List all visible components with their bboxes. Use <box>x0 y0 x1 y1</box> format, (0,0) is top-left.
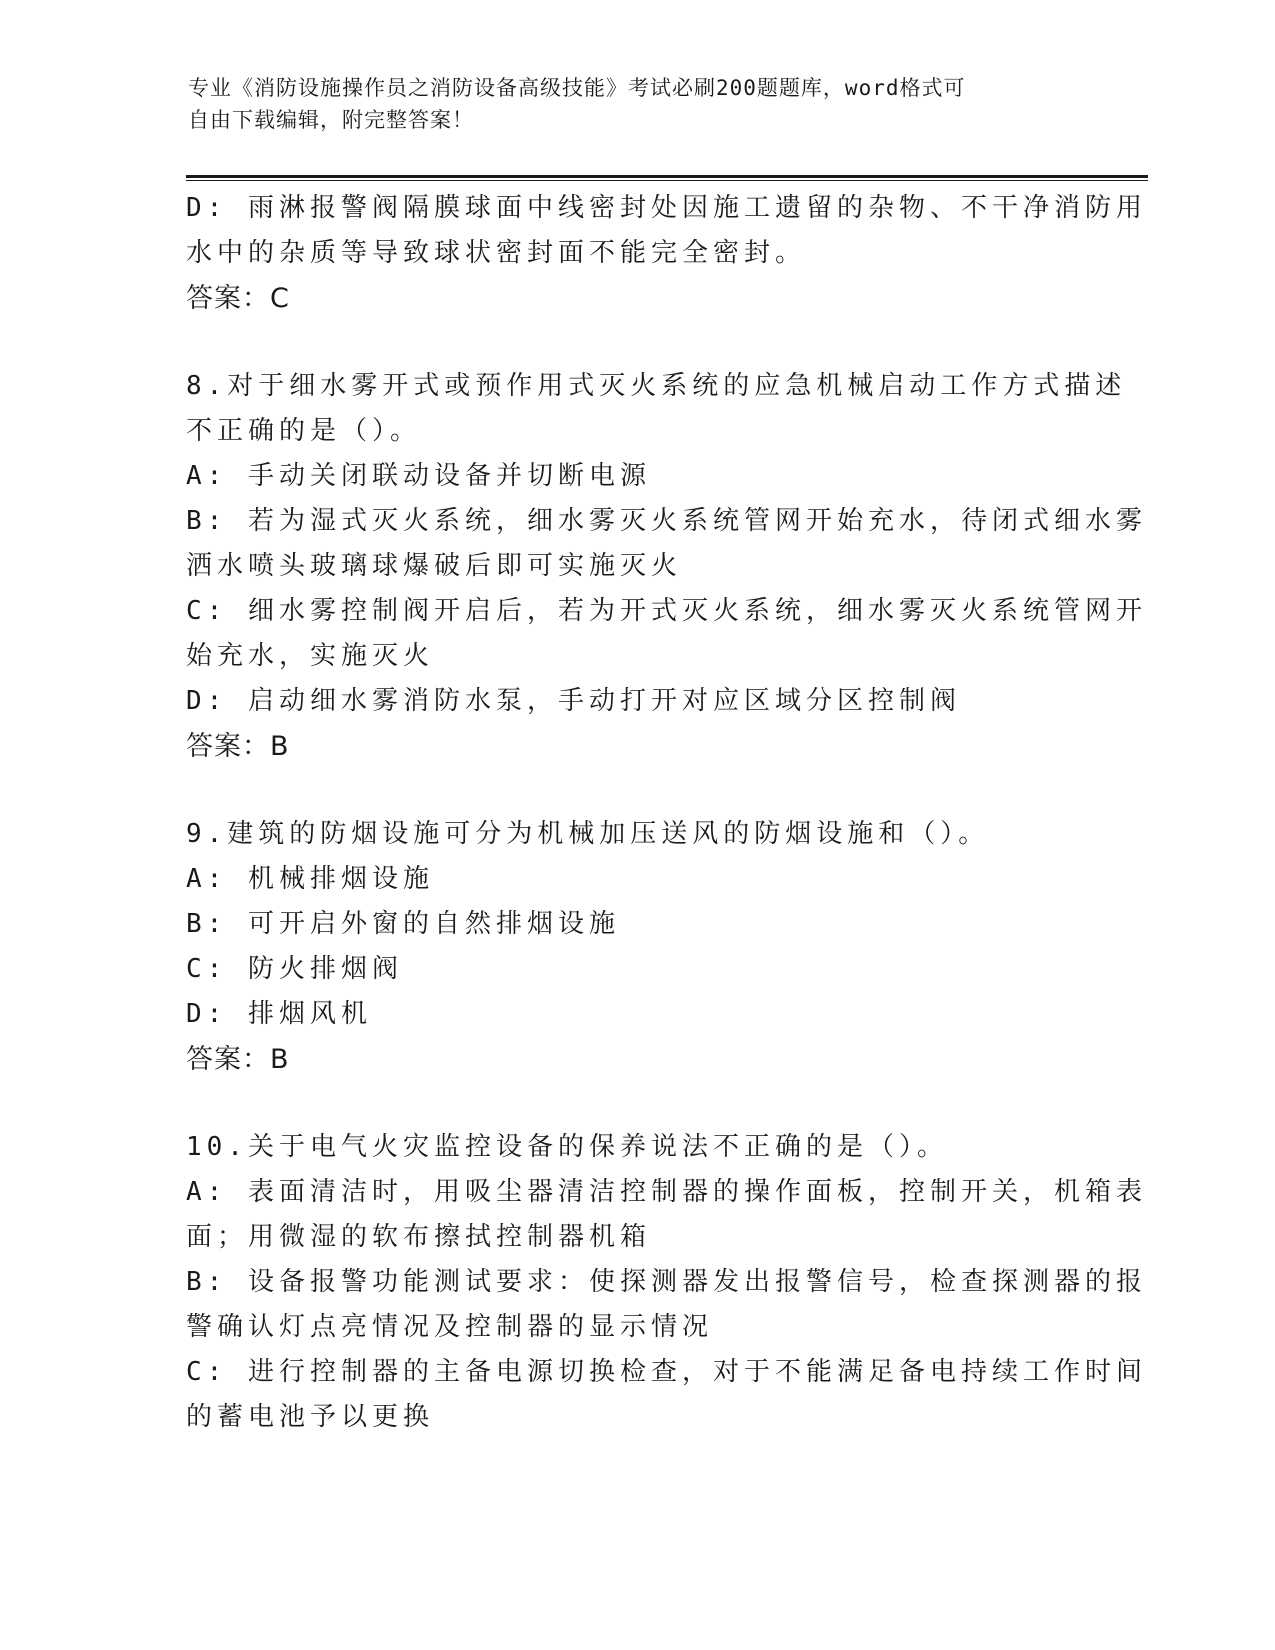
question-8 <box>186 364 1147 769</box>
option-c <box>186 589 1147 679</box>
stem-line: 不正确的是（）。 <box>186 416 422 446</box>
option-c: C: 防火排烟阀 <box>186 954 403 984</box>
answer: 答案：C <box>186 283 290 314</box>
question-9 <box>186 812 1066 1082</box>
option-a: A: 机械排烟设施 <box>186 864 434 894</box>
option-b <box>186 499 1147 589</box>
question-stem: 9.建筑的防烟设施可分为机械加压送风的防烟设施和（）。 <box>186 819 990 849</box>
stem-line: 8.对于细水雾开式或预作用式灭火系统的应急机械启动工作方式描述 <box>186 371 1127 401</box>
header-line-1: 专业《消防设施操作员之消防设备高级技能》考试必刷200题题库，word格式可 <box>188 76 966 100</box>
option-b <box>186 1260 1147 1350</box>
option-d: D: 排烟风机 <box>186 999 372 1029</box>
option-line: A: 表面清洁时，用吸尘器清洁控制器的操作面板，控制开关，机箱表 <box>186 1177 1147 1207</box>
option-c <box>186 1350 1147 1440</box>
option-line: 警确认灯点亮情况及控制器的显示情况 <box>186 1312 714 1342</box>
option-line: B: 设备报警功能测试要求：使探测器发出报警信号，检查探测器的报 <box>186 1267 1147 1297</box>
question-stem <box>186 364 1127 454</box>
answer: 答案：B <box>186 1044 290 1075</box>
question-10 <box>186 1125 1147 1440</box>
option-line: 水中的杂质等导致球状密封面不能完全密封。 <box>186 238 807 268</box>
option-d: D: 启动细水雾消防水泵，手动打开对应区域分区控制阀 <box>186 686 961 716</box>
option-b: B: 可开启外窗的自然排烟设施 <box>186 909 620 939</box>
spacer <box>186 769 1066 812</box>
document-body <box>186 186 1147 1440</box>
answer: 答案：B <box>186 731 290 762</box>
option-a: A: 手动关闭联动设备并切断电源 <box>186 461 651 491</box>
option-line: D: 雨淋报警阀隔膜球面中线密封处因施工遗留的杂物、不干净消防用 <box>186 193 1147 223</box>
option-line: 始充水，实施灭火 <box>186 641 435 671</box>
option-d <box>186 186 1147 276</box>
option-line: C: 进行控制器的主备电源切换检查，对于不能满足备电持续工作时间 <box>186 1357 1147 1387</box>
question-stem: 10.关于电气火灾监控设备的保养说法不正确的是（）。 <box>186 1132 948 1162</box>
page-header <box>188 72 1068 136</box>
question-7-tail <box>186 186 1147 321</box>
header-line-2: 自由下载编辑，附完整答案！ <box>188 108 474 132</box>
option-line: 的蓄电池予以更换 <box>186 1402 435 1432</box>
option-line: 洒水喷头玻璃球爆破后即可实施灭火 <box>186 551 683 581</box>
option-line: C: 细水雾控制阀开启后，若为开式灭火系统，细水雾灭火系统管网开 <box>186 596 1147 626</box>
option-a <box>186 1170 1147 1260</box>
header-divider <box>186 175 1148 181</box>
spacer <box>186 1082 1066 1125</box>
option-line: B: 若为湿式灭火系统，细水雾灭火系统管网开始充水，待闭式细水雾 <box>186 506 1147 536</box>
option-line: 面；用微湿的软布擦拭控制器机箱 <box>186 1222 652 1252</box>
spacer <box>186 321 1066 364</box>
